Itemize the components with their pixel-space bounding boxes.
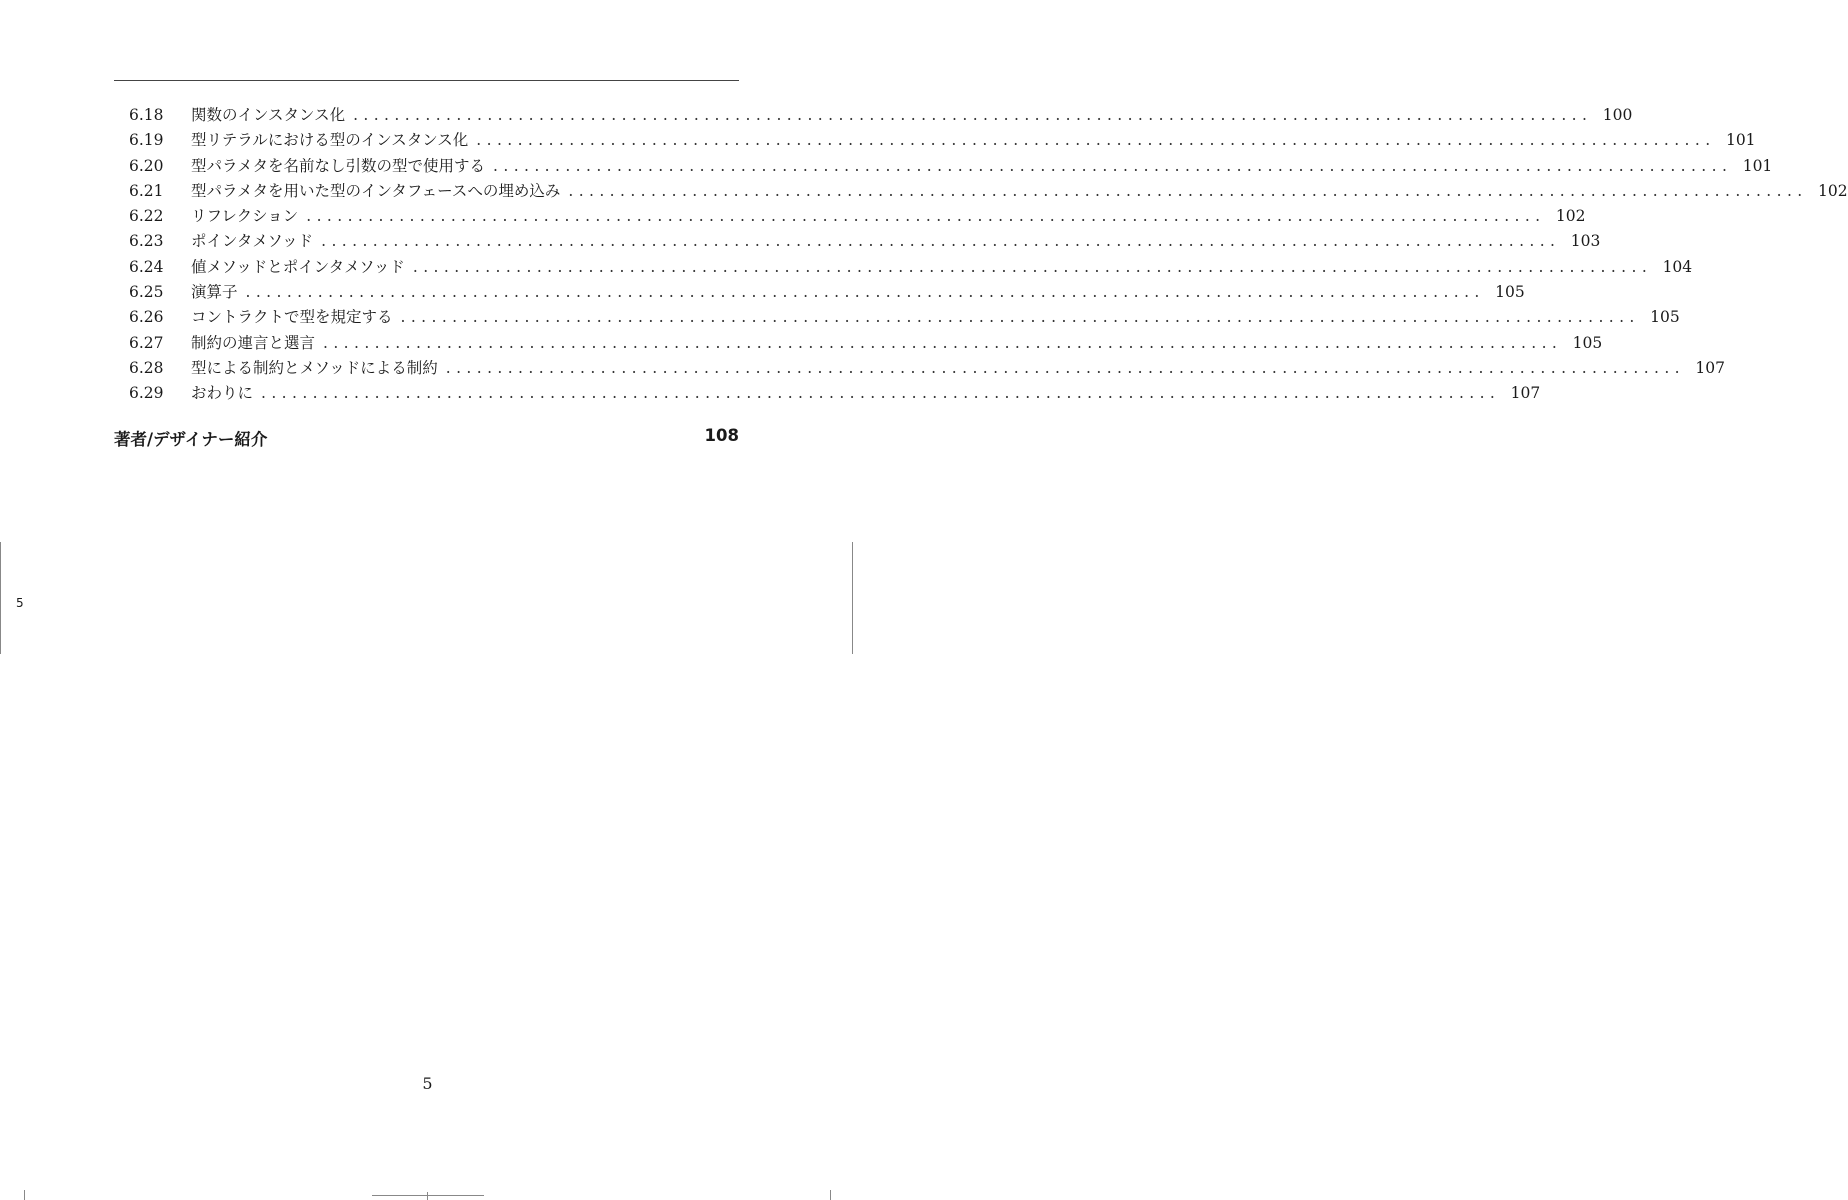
toc-entry-number: 6.26	[129, 308, 164, 327]
toc-entry-page: 101	[1725, 131, 1756, 150]
toc-entry-number: 6.22	[129, 207, 164, 226]
toc-entry[interactable]	[114, 255, 1693, 280]
toc-entry-number: 6.24	[129, 257, 164, 276]
toc-entry-title: 型パラメタを名前なし引数の型で使用する	[191, 154, 493, 176]
toc-entry-number: 6.25	[129, 283, 164, 302]
toc-entry[interactable]	[114, 128, 1756, 153]
toc-entry-title: 型による制約とメソッドによる制約	[191, 356, 446, 378]
toc-entry-number: 6.21	[129, 181, 164, 200]
toc-entry-title: 制約の連言と選言	[191, 331, 323, 353]
toc-entry[interactable]	[114, 103, 1633, 128]
toc-entry-page: 101	[1742, 156, 1773, 175]
crop-mark	[830, 1190, 831, 1200]
side-page-marker: 5	[16, 596, 24, 610]
dot-leader: ........................................................................................................................	[245, 283, 1485, 302]
table-of-contents	[114, 103, 1848, 407]
toc-entry[interactable]	[114, 154, 1773, 179]
toc-entry-title: 型パラメタを用いた型のインタフェースへの埋め込み	[191, 179, 568, 201]
chapter-title: 著者/デザイナー紹介	[114, 430, 268, 449]
toc-entry-title: コントラクトで型を規定する	[191, 305, 401, 327]
dot-leader: ........................................................................................................................	[445, 358, 1686, 377]
toc-entry[interactable]	[114, 229, 1601, 254]
toc-entry-number: 6.18	[129, 106, 164, 124]
toc-entry-number: 6.23	[129, 232, 164, 251]
toc-entry-title: 関数のインスタンス化	[191, 103, 353, 125]
toc-entry-number: 6.20	[129, 156, 164, 175]
dot-leader: ........................................................................................................................	[353, 106, 1593, 124]
chapter-page: 108	[704, 426, 739, 445]
crop-mark	[427, 1192, 428, 1200]
toc-entry[interactable]	[114, 280, 1525, 305]
toc-entry-number: 6.27	[129, 333, 164, 352]
crop-mark	[372, 1195, 484, 1196]
toc-entry-title: 値メソッドとポインタメソッド	[191, 255, 413, 277]
toc-entry-page: 107	[1695, 358, 1726, 377]
toc-entry-number: 6.29	[129, 384, 164, 403]
toc-entry-page: 102	[1818, 181, 1848, 200]
dot-leader: ........................................................................................................................	[321, 232, 1561, 251]
toc-entry-number: 6.19	[129, 131, 164, 150]
toc-entry-title: 型リテラルにおける型のインスタンス化	[191, 128, 476, 150]
dot-leader: ........................................................................................................................	[493, 156, 1733, 175]
crop-mark	[24, 1190, 25, 1200]
toc-entry-title: 演算子	[191, 280, 246, 302]
crop-mark	[0, 542, 1, 654]
toc-entry-title: ポインタメソッド	[191, 229, 321, 251]
toc-entry[interactable]	[114, 179, 1848, 204]
toc-entry-page: 105	[1650, 308, 1680, 327]
toc-entry[interactable]	[114, 381, 1541, 406]
toc-entry-title: リフレクション	[191, 204, 306, 226]
crop-mark	[852, 542, 853, 654]
toc-entry[interactable]	[114, 305, 1680, 330]
dot-leader: ........................................................................................................................	[261, 384, 1501, 403]
dot-leader: ........................................................................................................................	[412, 257, 1653, 276]
dot-leader: ........................................................................................................................	[568, 181, 1808, 200]
toc-entry-page: 105	[1495, 283, 1525, 302]
header-rule	[114, 80, 739, 81]
dot-leader: ........................................................................................................................	[323, 333, 1563, 352]
dot-leader: ........................................................................................................................	[476, 131, 1716, 150]
toc-entry[interactable]	[114, 356, 1726, 381]
toc-entry-page: 107	[1510, 384, 1541, 403]
toc-entry-number: 6.28	[129, 358, 164, 377]
toc-entry-page: 104	[1662, 257, 1693, 276]
dot-leader: ........................................................................................................................	[306, 207, 1546, 226]
toc-chapter-entry[interactable]	[114, 426, 739, 450]
toc-entry-page: 102	[1555, 207, 1586, 226]
toc-entry-title: おわりに	[191, 381, 261, 403]
toc-entry[interactable]	[114, 331, 1603, 356]
toc-entry-page: 103	[1570, 232, 1601, 251]
toc-entry-page: 105	[1572, 333, 1603, 352]
page-number: 5	[422, 1074, 433, 1093]
dot-leader: ........................................................................................................................	[400, 308, 1640, 327]
toc-entry-page: 100	[1602, 106, 1633, 124]
toc-entry[interactable]	[114, 204, 1586, 229]
